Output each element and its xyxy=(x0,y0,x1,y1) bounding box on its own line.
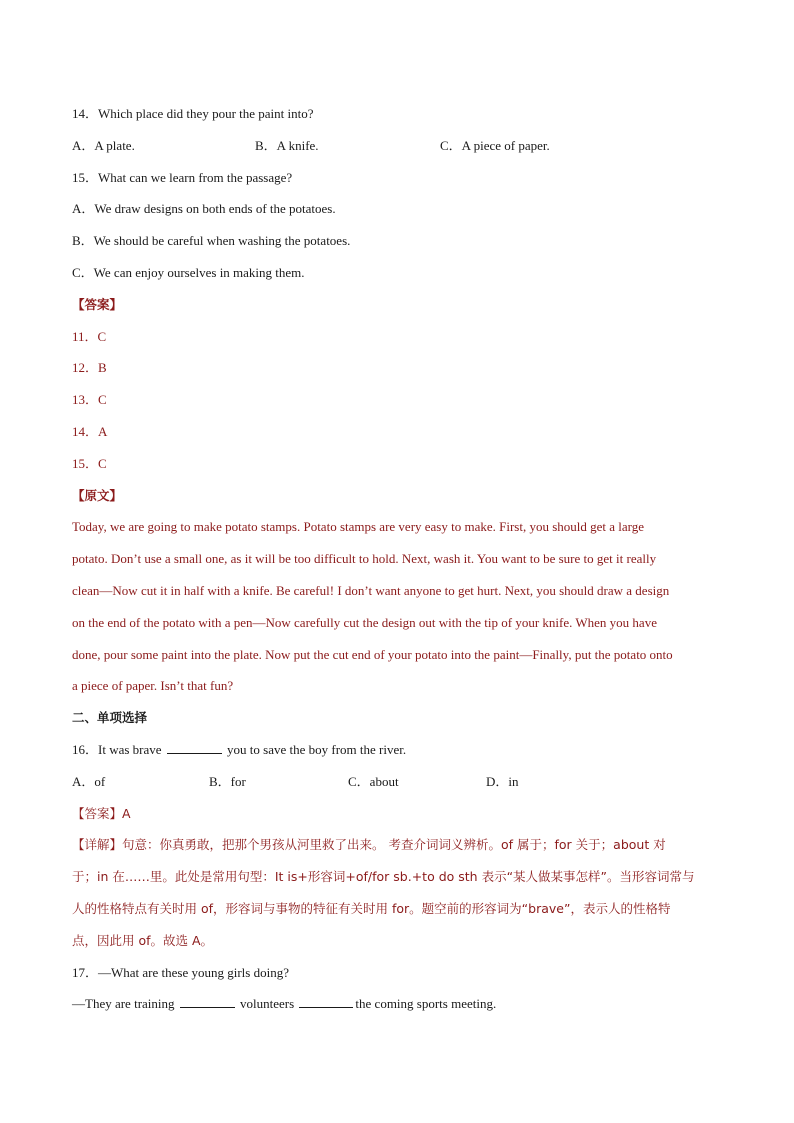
answer-item: 11．C xyxy=(72,328,107,344)
question-16-detail-line: 【详解】句意：你真勇敢，把那个男孩从河里救了出来。 考查介词词义辨析。of 属于；for 关于；about 对 xyxy=(72,837,666,853)
question-14-options xyxy=(72,130,724,162)
answer-item: 15．C xyxy=(72,455,107,471)
passage-line: clean—Now cut it in half with a knife. Be careful! I don’t want anyone to get hurt. Next, you should draw a design xyxy=(72,582,670,598)
option-b: B．for xyxy=(209,773,246,789)
question-17-reply-end: the coming sports meeting. xyxy=(355,996,497,1012)
answer-blank xyxy=(167,742,222,754)
answer-item: 12．B xyxy=(72,360,107,376)
answer-item: 14．A xyxy=(72,423,108,439)
answer-blank xyxy=(299,996,353,1008)
question-15-option-c: C．We can enjoy ourselves in making them. xyxy=(72,264,305,280)
option-d: D．in xyxy=(486,773,519,789)
question-16-options xyxy=(72,766,724,798)
option-a: A．A plate. xyxy=(72,137,135,153)
question-17-reply-start: —They are training xyxy=(72,996,175,1012)
question-17-reply xyxy=(72,988,724,1020)
document-page xyxy=(72,98,724,1020)
option-b: B．A knife. xyxy=(255,137,319,153)
question-15-stem: 15．What can we learn from the passage? xyxy=(72,169,293,185)
question-17-stem: 17．—What are these young girls doing? xyxy=(72,964,289,980)
option-c: C．about xyxy=(348,773,399,789)
question-16-stem xyxy=(72,734,724,766)
passage-line: a piece of paper. Isn’t that fun? xyxy=(72,678,234,694)
answer-item: 13．C xyxy=(72,392,107,408)
question-16-answer: 【答案】A xyxy=(72,805,131,821)
passage-line: done, pour some paint into the plate. Now put the cut end of your potato into the paint—Finally, put the potato onto xyxy=(72,646,673,662)
option-a: A．of xyxy=(72,773,106,789)
question-16-stem-start: 16．It was brave xyxy=(72,741,162,757)
answer-heading: 【答案】 xyxy=(72,296,123,312)
question-16-detail-line: 点，因此用 of。故选 A。 xyxy=(72,932,214,948)
question-15-option-b: B．We should be careful when washing the potatoes. xyxy=(72,233,351,249)
section-2-heading: 二、单项选择 xyxy=(72,710,148,726)
answer-blank xyxy=(180,996,235,1008)
option-c: C．A piece of paper. xyxy=(440,137,550,153)
passage-line: potato. Don’t use a small one, as it will be too difficult to hold. Next, wash it. You want to be sure to get it really xyxy=(72,551,657,567)
passage-line: on the end of the potato with a pen—Now carefully cut the design out with the tip of your knife. When you have xyxy=(72,614,657,630)
question-16-detail-line: 于；in 在……里。此处是常用句型：It is+形容词+of/for sb.+to do sth 表示“某人做某事怎样”。当形容词常与 xyxy=(72,869,695,885)
question-15-option-a: A．We draw designs on both ends of the potatoes. xyxy=(72,201,336,217)
question-14-stem: 14．Which place did they pour the paint into? xyxy=(72,106,314,121)
original-text-heading: 【原文】 xyxy=(72,487,123,503)
question-16-stem-end: you to save the boy from the river. xyxy=(227,741,407,757)
question-16-detail-line: 人的性格特点有关时用 of，形容词与事物的特征有关时用 for。题空前的形容词为“brave”，表示人的性格特 xyxy=(72,900,671,916)
passage-line: Today, we are going to make potato stamps. Potato stamps are very easy to make. First, you should get a large xyxy=(72,519,645,535)
question-17-reply-middle: volunteers xyxy=(240,996,295,1012)
